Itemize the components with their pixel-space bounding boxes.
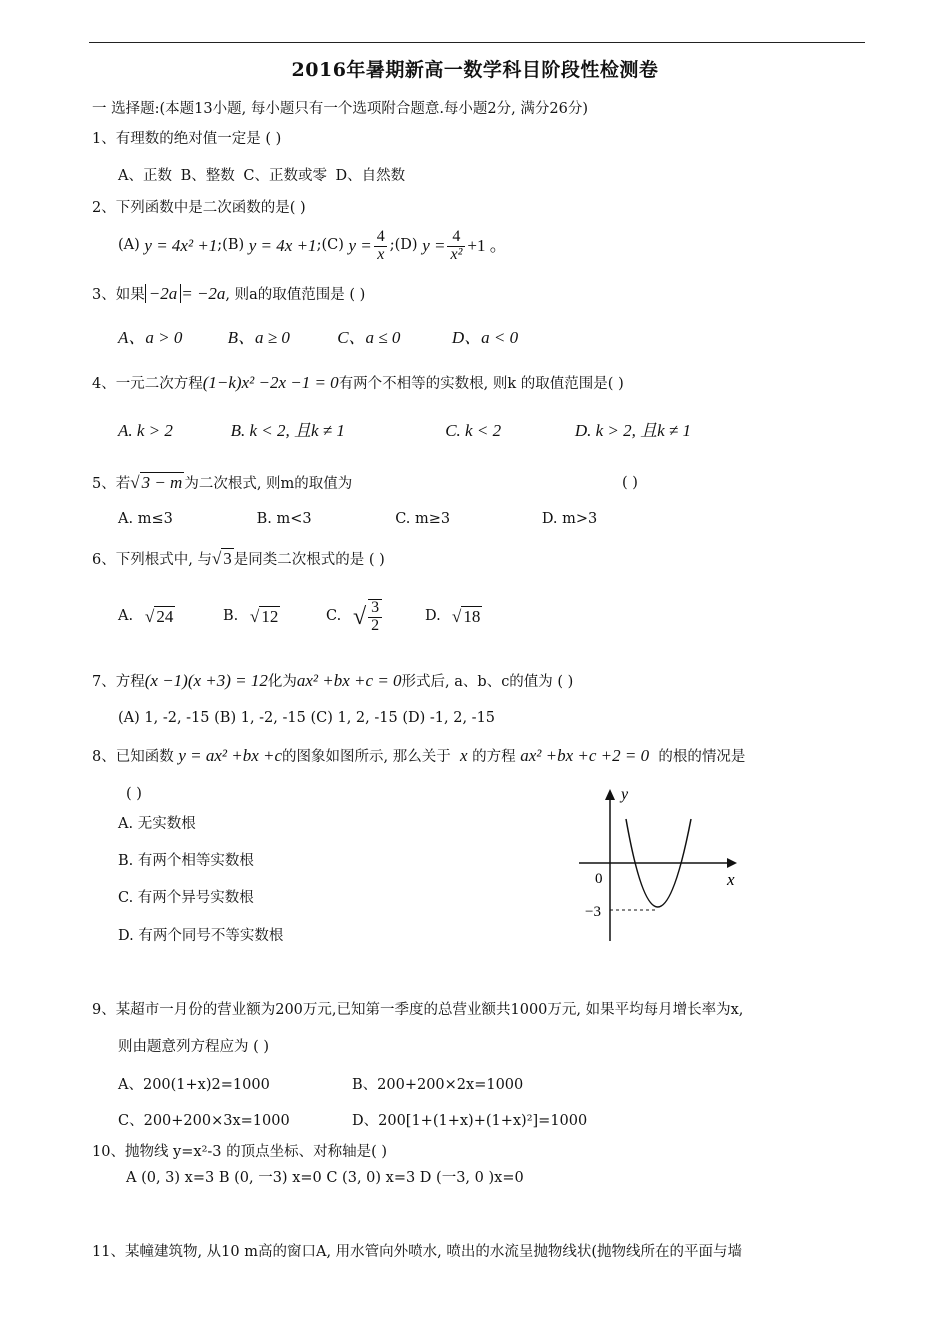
option-d-lhs: y = xyxy=(422,235,446,255)
option-d-label: D. xyxy=(425,608,441,625)
stem-mid-2: 的方程 xyxy=(472,749,516,765)
question-6-stem xyxy=(92,549,385,569)
option-b-label: B. xyxy=(223,608,239,625)
question-9-stem: 9、某超市一月份的营业额为200万元,已知第一季度的总营业额共1000万元, 如果平均每月增长率为x, xyxy=(92,1002,744,1018)
option-a: A. k > 2 xyxy=(118,421,173,440)
question-1-options: A、正数 B、整数 C、正数或零 D、自然数 xyxy=(118,168,406,184)
question-9-option-d: D、200[1+(1+x)+(1+x)²]=1000 xyxy=(352,1113,588,1129)
stem-prefix: 8、已知函数 xyxy=(92,749,174,765)
numerator: 3 xyxy=(371,599,380,617)
equation: ax² +bx +c +2 = 0 xyxy=(520,746,650,765)
question-8-option-d: D. 有两个同号不等实数根 xyxy=(118,928,284,944)
option-b: B. k < 2, 且k ≠ 1 xyxy=(230,421,345,440)
radicand: 18 xyxy=(463,606,481,626)
radicand: 12 xyxy=(261,606,279,626)
stem-suffix: 形式后, a、b、c的值为 ( ) xyxy=(401,674,574,690)
radicand: 3 − m xyxy=(141,473,183,492)
function: y = ax² +bx +c xyxy=(178,746,283,765)
question-1-stem: 1、有理数的绝对值一定是 ( ) xyxy=(92,131,282,147)
question-10-options: A (0, 3) x=3 B (0, 一3) x=0 C (3, 0) x=3 D (一3, 0 )x=0 xyxy=(126,1170,524,1186)
question-5-stem xyxy=(92,473,352,493)
y-axis-label: y xyxy=(621,786,629,803)
option-a: A. m≤3 xyxy=(118,511,173,527)
radicand: 24 xyxy=(156,606,174,626)
stem-prefix: 6、下列根式中, 与 xyxy=(92,552,212,568)
question-11-stem: 11、某幢建筑物, 从10 m高的窗口A, 用水管向外喷水, 喷出的水流呈抛物线状(抛物线所在的平面与墙 xyxy=(92,1244,743,1260)
standard-form: ax² +bx +c = 0 xyxy=(296,671,402,690)
option-d: D. m>3 xyxy=(541,511,598,527)
option-c-radical: √ $\frac{3}{2}$ xyxy=(353,599,425,635)
equation: (x −1)(x +3) = 12 xyxy=(144,671,268,690)
option-c-label: C. xyxy=(326,608,342,625)
radicand: 3 xyxy=(223,549,232,568)
equation: (1−k)x² −2x −1 = 0 xyxy=(202,373,339,392)
option-d-radical: √ 18 xyxy=(452,606,481,626)
question-9-option-a: A、200(1+x)2=1000 xyxy=(118,1077,270,1093)
stem-suffix: 有两个不相等的实数根, 则k 的取值范围是( ) xyxy=(338,376,624,392)
option-c: C、a ≤ 0 xyxy=(337,328,401,347)
stem-prefix: 5、若 xyxy=(92,476,131,492)
minimum-label: −3 xyxy=(585,904,601,920)
equation-rhs: = −2a xyxy=(181,284,226,303)
radical: √ 3 xyxy=(211,549,232,568)
question-8-paren: ( ) xyxy=(126,786,142,802)
stem-suffix: 为二次根式, 则m的取值为 xyxy=(184,476,353,492)
option-b-label: ;(B) xyxy=(217,237,245,254)
question-5-paren: ( ) xyxy=(622,475,638,491)
question-9-option-c: C、200+200×3x=1000 xyxy=(118,1113,290,1129)
fraction xyxy=(368,599,382,635)
x-axis-label: x xyxy=(727,870,735,889)
header-rule xyxy=(89,42,865,43)
question-7-stem xyxy=(92,671,573,691)
option-a: A、a > 0 xyxy=(118,328,183,347)
question-8-stem xyxy=(92,746,745,766)
stem-suffix: , 则a的取值范围是 ( ) xyxy=(225,287,366,303)
question-2-stem: 2、下列函数中是二次函数的是( ) xyxy=(92,200,306,216)
option-d-label: ;(D) xyxy=(389,237,418,254)
option-a-expr: y = 4x² +1 xyxy=(144,235,218,255)
question-10-stem: 10、抛物线 y=x²-3 的顶点坐标、对称轴是( ) xyxy=(92,1144,388,1160)
option-d-fraction xyxy=(447,229,465,264)
option-a-radical: √ 24 xyxy=(145,606,174,626)
question-4-options xyxy=(118,421,691,441)
page-title: 2016年暑期新高一数学科目阶段性检测卷 xyxy=(291,59,659,81)
denominator: 2 xyxy=(368,617,382,635)
stem-prefix: 3、如果 xyxy=(92,287,145,303)
denominator: x xyxy=(374,246,387,264)
question-5-options xyxy=(118,511,597,528)
stem-prefix: 7、方程 xyxy=(92,674,145,690)
parabola-graph xyxy=(575,783,745,943)
question-6-options xyxy=(118,592,482,642)
question-8-option-a: A. 无实数根 xyxy=(118,816,196,832)
denominator: x² xyxy=(447,246,465,264)
question-9-option-b: B、200+200×2x=1000 xyxy=(352,1077,524,1093)
absolute-value: −2a xyxy=(145,284,181,303)
option-a-label: A. xyxy=(118,608,134,625)
question-8-option-b: B. 有两个相等实数根 xyxy=(118,853,254,869)
option-c: C. m≥3 xyxy=(395,511,451,527)
option-b-radical: √ 12 xyxy=(250,606,279,626)
origin-label: 0 xyxy=(595,871,603,887)
numerator: 4 xyxy=(376,227,385,245)
option-b: B. m<3 xyxy=(256,511,312,527)
option-c-fraction xyxy=(374,229,388,264)
radical: √ 3 − m xyxy=(130,473,183,492)
option-b: B、a ≥ 0 xyxy=(227,328,290,347)
numerator: 4 xyxy=(452,227,461,245)
question-4-stem xyxy=(92,373,624,393)
stem-mid: 化为 xyxy=(267,674,297,690)
option-c-label: ;(C) xyxy=(316,237,344,254)
option-c-lhs: y = xyxy=(348,235,372,255)
option-c: C. k < 2 xyxy=(445,421,502,440)
option-d: D. k > 2, 且k ≠ 1 xyxy=(574,421,691,440)
x-axis-arrow xyxy=(727,858,737,868)
stem-suffix: 是同类二次根式的是 ( ) xyxy=(233,552,385,568)
option-a-label: (A) xyxy=(118,237,140,254)
question-3-stem xyxy=(92,284,365,304)
question-7-options: (A) 1, -2, -15 (B) 1, -2, -15 (C) 1, 2, -15 (D) -1, 2, -15 xyxy=(118,710,496,726)
question-8-option-c: C. 有两个异号实数根 xyxy=(118,890,254,906)
option-b-expr: y = 4x +1 xyxy=(248,235,317,255)
y-axis-arrow xyxy=(605,789,615,800)
stem-prefix: 4、一元二次方程 xyxy=(92,376,203,392)
variable: x xyxy=(459,746,468,765)
question-3-options xyxy=(118,328,518,348)
stem-mid: 的图象如图所示, 那么关于 xyxy=(282,749,451,765)
stem-suffix: 的根的情况是 xyxy=(658,749,746,765)
option-d: D、a < 0 xyxy=(451,328,519,347)
question-2-options xyxy=(118,224,507,268)
question-9-stem-2: 则由题意列方程应为 ( ) xyxy=(118,1039,270,1055)
option-d-tail: +1 。 xyxy=(467,235,507,255)
section-heading: 一 选择题:(本题13小题, 每小题只有一个选项附合题意.每小题2分, 满分26分) xyxy=(92,101,588,117)
